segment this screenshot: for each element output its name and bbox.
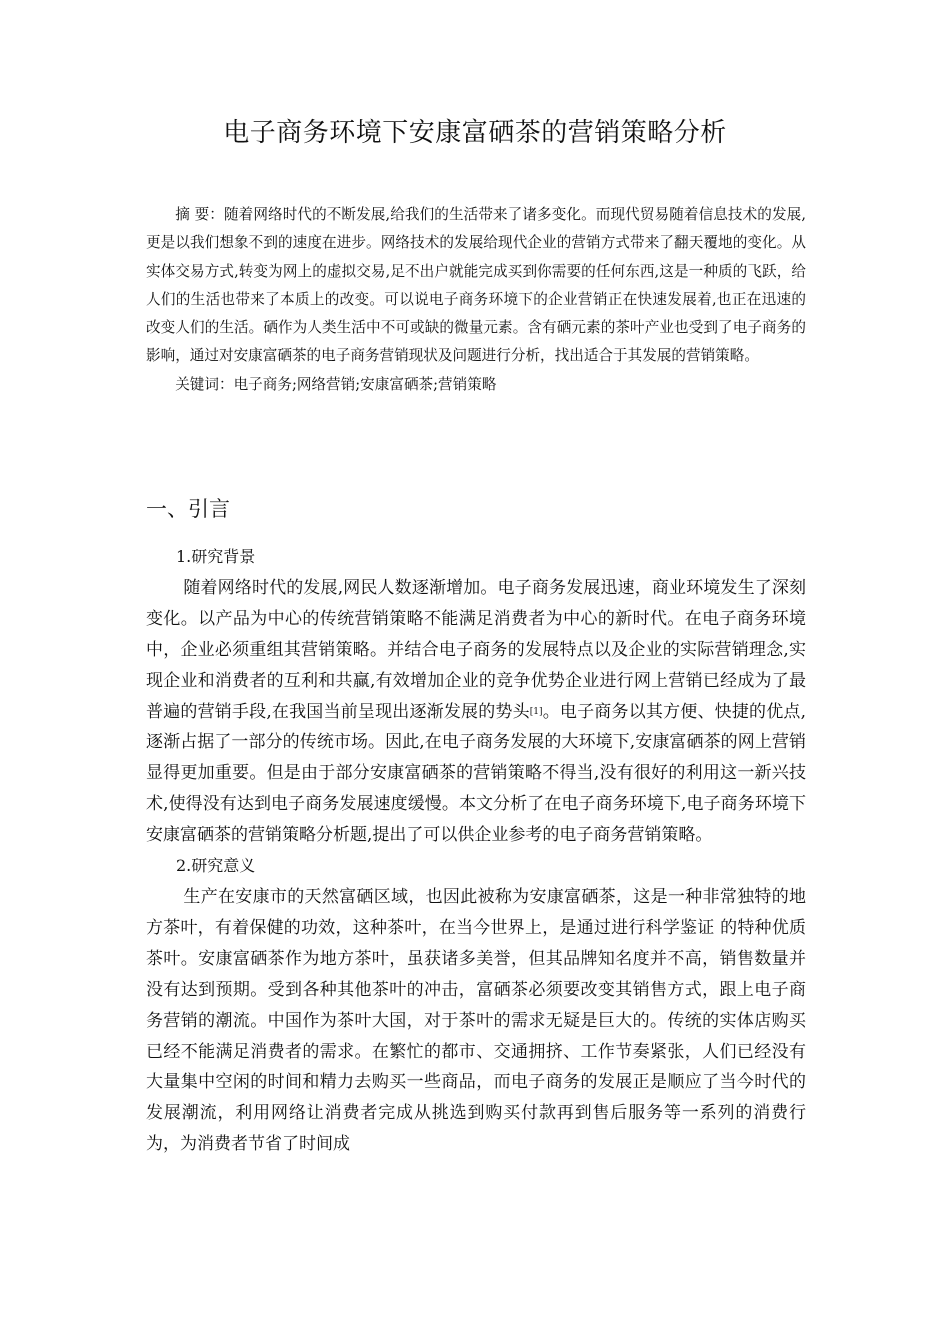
abstract-block xyxy=(146,201,806,399)
section-body xyxy=(146,542,806,1160)
background-paragraph xyxy=(146,573,806,851)
citation-ref: [1] xyxy=(529,706,543,717)
keywords-line xyxy=(146,371,806,399)
abstract-text: 随着网络时代的不断发展,给我们的生活带来了诸多变化。而现代贸易随着信息技术的发展,更是以我们想象不到的速度在进步。网络技术的发展给现代企业的营销方式带来了翻天覆地的变化。从实体交易方式,转变为网上的虚拟交易,足不出户就能完成买到你需要的任何东西,这是一种质的飞跃，给人们的生活也带来了本质上的改变。可以说电子商务环境下的企业营销正在快速发展着,也正在迅速的改变人们的生活。硒作为人类生活中不可或缺的微量元素。含有硒元素的茶叶产业也受到了电子商务的影响，通过对安康富硒茶的电子商务营销现状及问题进行分析，找出适合于其发展的营销策略。 xyxy=(146,206,806,365)
keywords-text: 电子商务;网络营销;安康富硒茶;营销策略 xyxy=(233,375,497,393)
abstract-label: 摘 要： xyxy=(175,206,224,223)
subsection-heading-significance: 2.研究意义 xyxy=(176,856,256,876)
abstract-paragraph xyxy=(146,201,806,371)
keywords-label: 关键词： xyxy=(175,375,234,393)
significance-paragraph: 生产在安康市的天然富硒区域，也因此被称为安康富硒茶，这是一种非常独特的地方茶叶，有着保健的功效，这种茶叶，在当今世界上，是通过进行科学鉴证 的特种优质茶叶。安康富硒茶作为地方茶叶，虽获诸多美誉，但其品牌知名度并不高，销售数量并没有达到预期。受到各种其他茶叶的冲击，富硒茶必须要改变其销售方式，跟上电子商务营销的潮流。中国作为茶叶大国，对于茶叶的需求无疑是巨大的。传统的实体店购买已经不能满足消费者的需求。在繁忙的都市、交通拥挤、工作节奏紧张，人们已经没有大量集中空闲的时间和精力去购买一些商品，而电子商务的发展正是顺应了当今时代的发展潮流，利用网络让消费者完成从挑选到购买付款再到售后服务等一系列的消费行为，为消费者节省了时间成 xyxy=(146,886,806,1155)
section-heading-introduction: 一、引言 xyxy=(146,497,230,521)
background-text-b: 。电子商务以其方便、快捷的优点,逐渐占据了一部分的传统市场。因此,在电子商务发展的大环境下,安康富硒茶的网上营销显得更加重要。但是由于部分安康富硒茶的营销策略不得当,没有很好的利用这一新兴技术,使得没有达到电子商务发展速度缓慢。本文分析了在电子商务环境下,电子商务环境下安康富硒茶的营销策略分析题,提出了可以供企业参考的电子商务营销策略。 xyxy=(146,701,807,846)
background-text-a: 随着网络时代的发展,网民人数逐渐增加。电子商务发展迅速，商业环境发生了深刻变化。以产品为中心的传统营销策略不能满足消费者为中心的新时代。在电子商务环境中，企业必须重组其营销策略。并结合电子商务的发展特点以及企业的实际营销理念,实现企业和消费者的互利和共赢,有效增加企业的竞争优势企业进行网上营销已经成为了最普遍的营销手段,在我国当前呈现出逐渐发展的势头 xyxy=(146,577,806,722)
subsection-heading-background: 1.研究背景 xyxy=(176,547,256,566)
paper-title: 电子商务环境下安康富硒茶的营销策略分析 xyxy=(223,118,727,148)
